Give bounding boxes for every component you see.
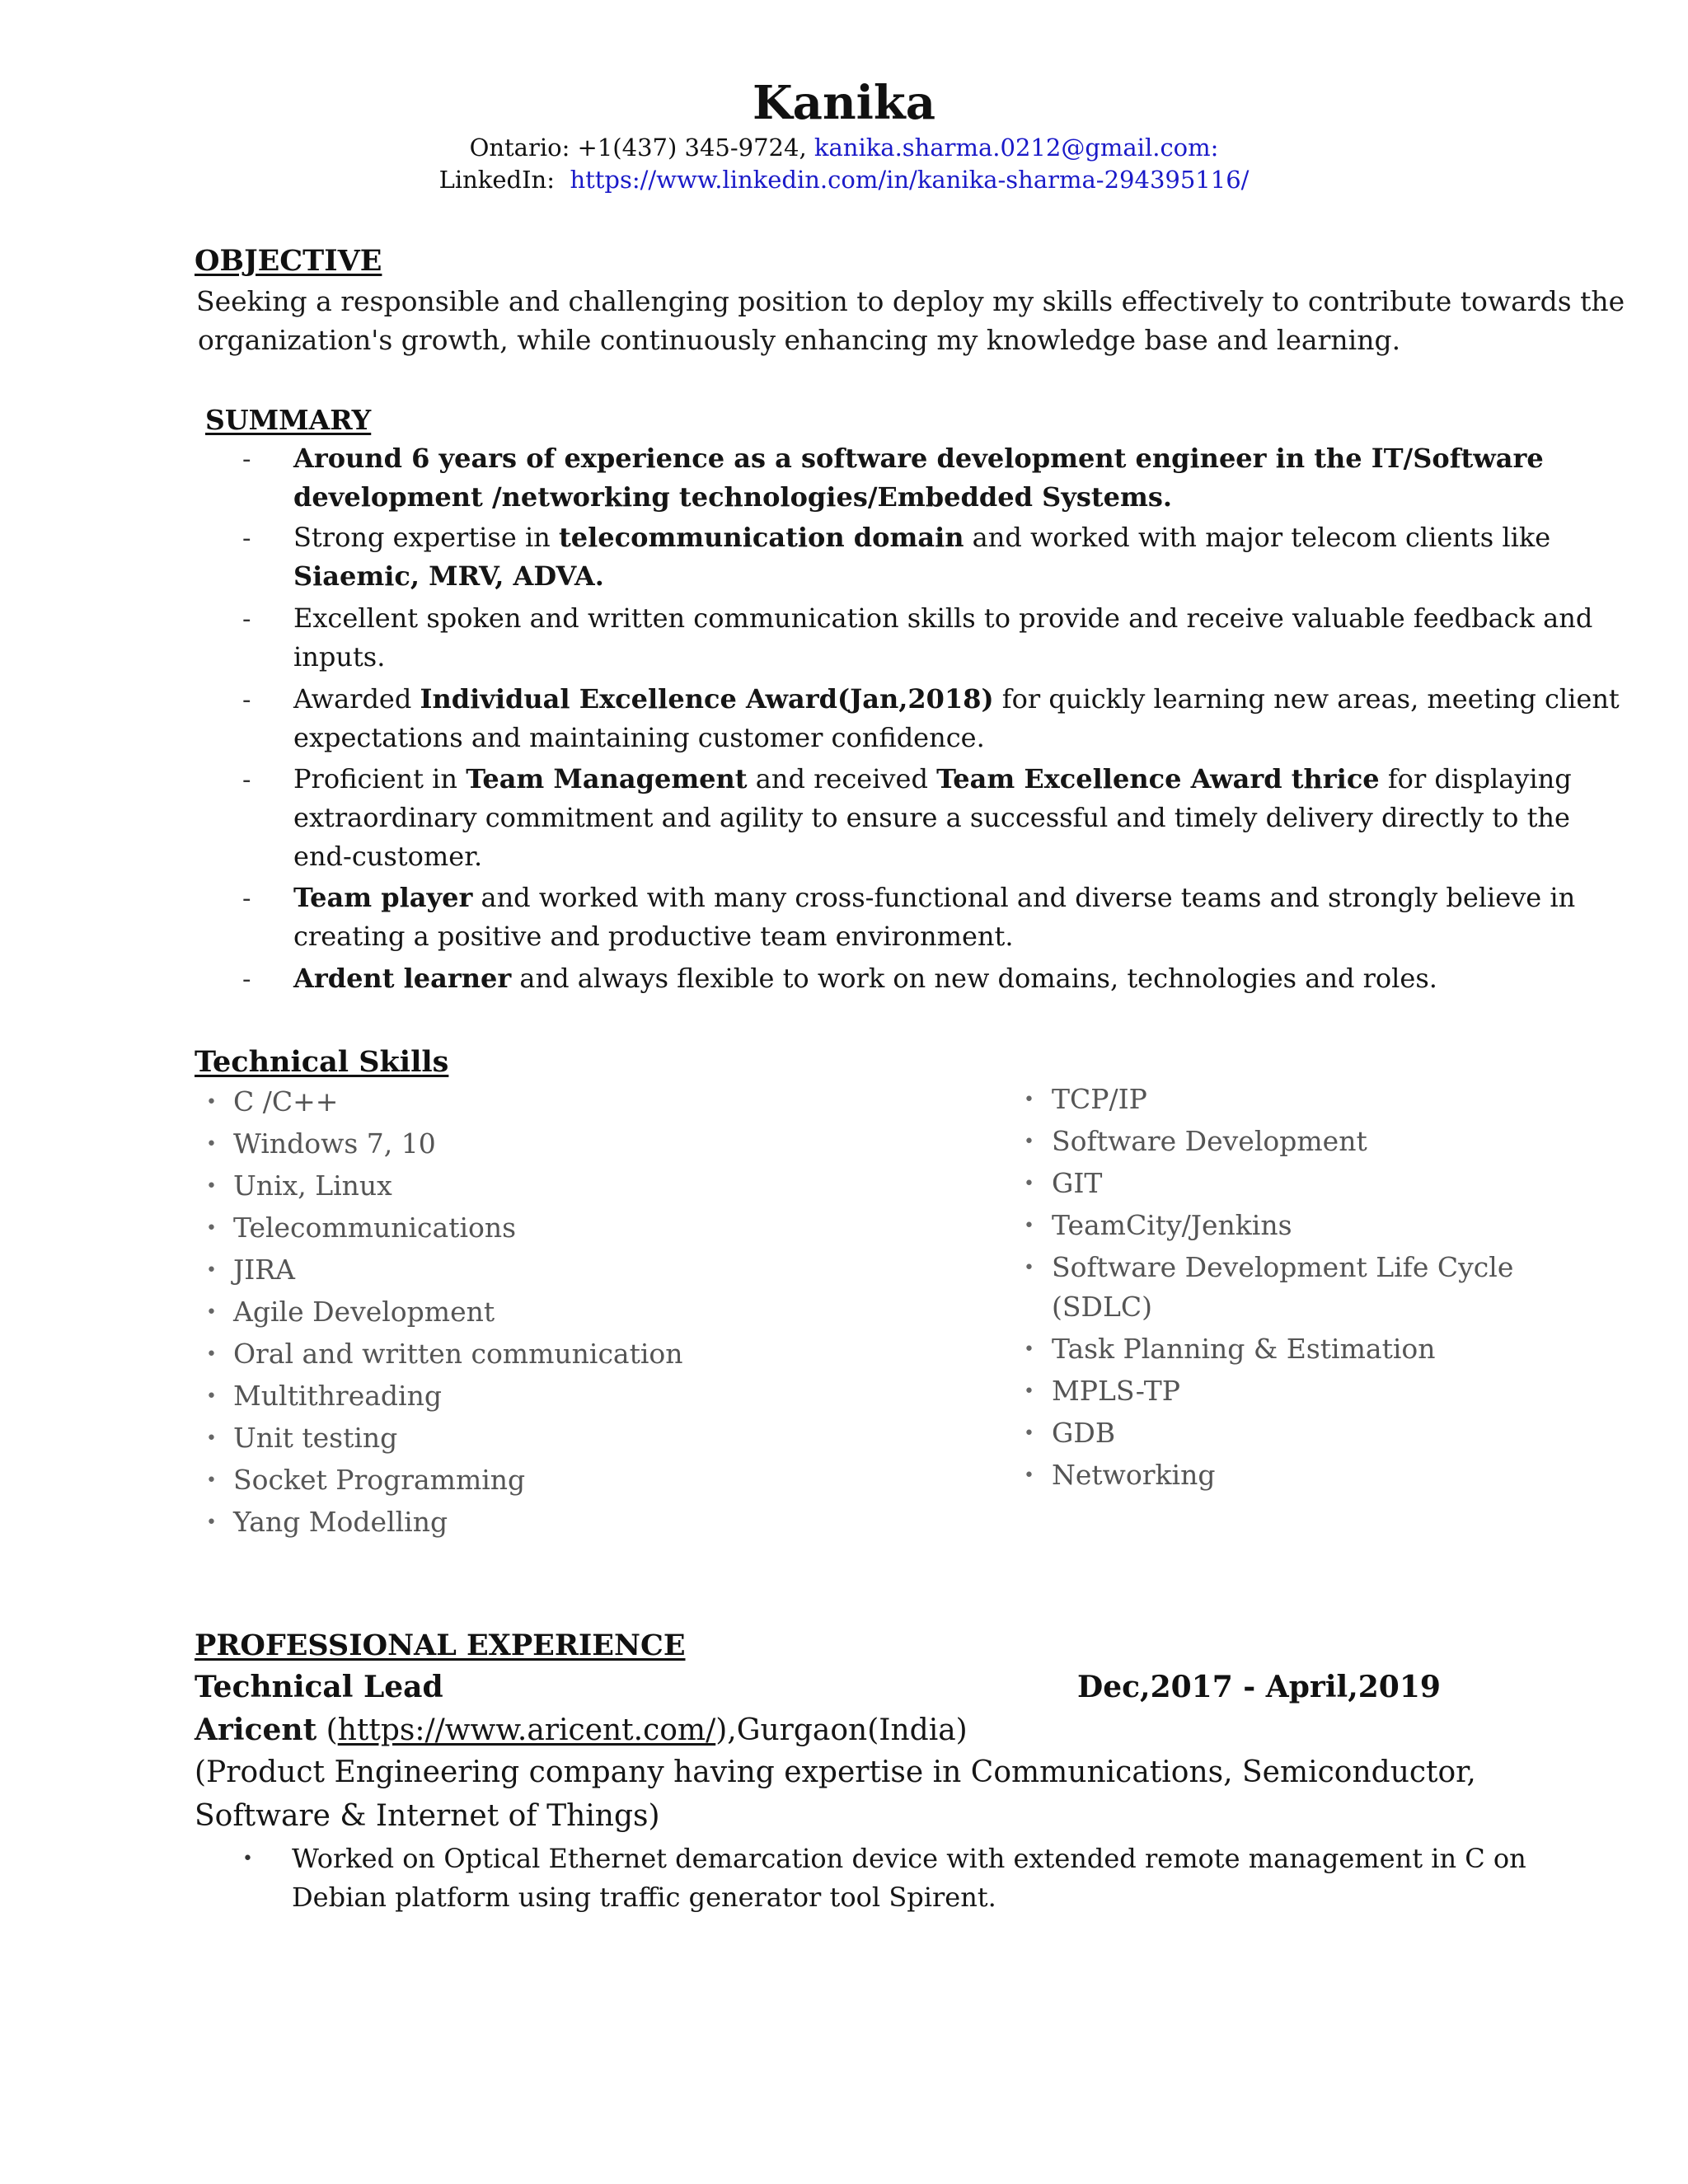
skill-item: Yang Modelling <box>233 1506 448 1538</box>
skill-bullet: • <box>206 1260 217 1281</box>
skill-item: Unit testing <box>233 1422 398 1454</box>
job-dates: Dec,2017 - April,2019 <box>1077 1670 1441 1704</box>
summary-item-line: Awarded Individual Excellence Award(Jan,2018) for quickly learning new areas, meeting client <box>293 683 1620 715</box>
summary-item-line: development /networking technologies/Embedded Systems. <box>293 481 1172 513</box>
company-url-link[interactable]: https://www.aricent.com/ <box>337 1713 716 1747</box>
summary-item-line: Around 6 years of experience as a software development engineer in the IT/Software <box>293 443 1544 474</box>
company-line: Aricent (https://www.aricent.com/),Gurgaon(India) <box>195 1713 968 1747</box>
summary-dash: - <box>242 765 251 794</box>
company-description-line-2: Software & Internet of Things) <box>195 1799 660 1833</box>
objective-heading: OBJECTIVE <box>195 244 382 278</box>
contact-line <box>0 134 1688 162</box>
skill-bullet: • <box>206 1134 217 1155</box>
skill-item: Task Planning & Estimation <box>1052 1333 1436 1365</box>
skill-bullet: • <box>1024 1423 1034 1444</box>
contact-phone: Ontario: +1(437) 345-9724, <box>469 134 814 162</box>
skill-item: Unix, Linux <box>233 1169 392 1202</box>
experience-bullet-line-1: Worked on Optical Ethernet demarcation device with extended remote management in C on <box>292 1843 1526 1874</box>
summary-heading: SUMMARY <box>205 404 372 436</box>
job-title: Technical Lead <box>195 1670 443 1704</box>
summary-dash: - <box>242 604 251 634</box>
summary-dash: - <box>242 964 251 994</box>
linkedin-line <box>0 166 1688 194</box>
skill-item: Windows 7, 10 <box>233 1127 436 1160</box>
skill-bullet: • <box>206 1428 217 1449</box>
summary-dash: - <box>242 444 251 474</box>
summary-item-line: Team player and worked with many cross-functional and diverse teams and strongly believe in <box>293 882 1576 913</box>
summary-item-line: Strong expertise in telecommunication domain and worked with major telecom clients like <box>293 522 1551 553</box>
summary-item-line: Siaemic, MRV, ADVA. <box>293 560 604 592</box>
skill-bullet: • <box>206 1218 217 1239</box>
objective-line-2: organization's growth, while continuously enhancing my knowledge base and learning. <box>198 324 1401 356</box>
skill-item: Telecommunications <box>233 1212 517 1244</box>
skills-heading: Technical Skills <box>195 1045 449 1079</box>
skill-item: GIT <box>1052 1167 1103 1199</box>
skill-item: Agile Development <box>233 1296 495 1328</box>
skill-item: Oral and written communication <box>233 1338 683 1370</box>
skill-item: C /C++ <box>233 1085 339 1118</box>
linkedin-link[interactable]: https://www.linkedin.com/in/kanika-sharma-294395116/ <box>570 166 1250 194</box>
skill-bullet: • <box>1024 1216 1034 1236</box>
experience-bullet: • <box>242 1849 253 1869</box>
objective-line-1: Seeking a responsible and challenging position to deploy my skills effectively to contribute towards the <box>196 285 1625 317</box>
email-link[interactable]: kanika.sharma.0212@gmail.com: <box>814 134 1219 162</box>
summary-dash: - <box>242 685 251 715</box>
company-description-line-1: (Product Engineering company having expertise in Communications, Semiconductor, <box>195 1755 1476 1789</box>
skill-bullet: • <box>206 1512 217 1533</box>
skill-bullet: • <box>1024 1132 1034 1152</box>
summary-item-line: Excellent spoken and written communication skills to provide and receive valuable feedback and <box>293 602 1593 634</box>
skill-bullet: • <box>1024 1258 1034 1278</box>
skill-item: TCP/IP <box>1052 1083 1147 1115</box>
summary-item-line: expectations and maintaining customer confidence. <box>293 722 985 753</box>
skill-bullet: • <box>206 1302 217 1323</box>
summary-item-line: extraordinary commitment and agility to ensure a successful and timely delivery directly to the <box>293 802 1570 833</box>
company-name: Aricent <box>195 1713 317 1747</box>
skill-bullet: • <box>206 1386 217 1407</box>
experience-heading: PROFESSIONAL EXPERIENCE <box>195 1629 686 1662</box>
skill-item: Software Development Life Cycle <box>1052 1251 1514 1283</box>
skill-item: JIRA <box>233 1254 295 1286</box>
skill-bullet: • <box>1024 1381 1034 1402</box>
skill-item: MPLS-TP <box>1052 1375 1180 1407</box>
summary-item-line: Proficient in Team Management and received Team Excellence Award thrice for displaying <box>293 763 1572 794</box>
linkedin-label: LinkedIn: <box>438 166 555 194</box>
skill-item: TeamCity/Jenkins <box>1052 1209 1292 1241</box>
summary-item-line: end-customer. <box>293 841 483 872</box>
summary-dash: - <box>242 883 251 913</box>
skill-bullet: • <box>1024 1339 1034 1360</box>
skill-bullet: • <box>1024 1465 1034 1486</box>
skill-item: Software Development <box>1052 1125 1367 1157</box>
summary-item-line: inputs. <box>293 641 386 673</box>
skill-bullet: • <box>1024 1090 1034 1110</box>
skill-bullet: • <box>206 1344 217 1365</box>
candidate-name: Kanika <box>752 76 936 130</box>
skill-bullet: • <box>206 1092 217 1113</box>
skill-item: Networking <box>1052 1459 1216 1491</box>
summary-item-line: creating a positive and productive team environment. <box>293 921 1014 952</box>
skill-bullet: • <box>206 1176 217 1197</box>
summary-dash: - <box>242 523 251 553</box>
skill-item: Multithreading <box>233 1380 442 1412</box>
skill-bullet: • <box>1024 1174 1034 1194</box>
skill-item: GDB <box>1052 1417 1116 1449</box>
skill-bullet: • <box>206 1470 217 1491</box>
skill-item: Socket Programming <box>233 1464 526 1496</box>
skill-item: (SDLC) <box>1052 1291 1152 1323</box>
experience-bullet-line-2: Debian platform using traffic generator tool Spirent. <box>292 1882 996 1913</box>
summary-item-line: Ardent learner and always flexible to work on new domains, technologies and roles. <box>293 963 1437 994</box>
